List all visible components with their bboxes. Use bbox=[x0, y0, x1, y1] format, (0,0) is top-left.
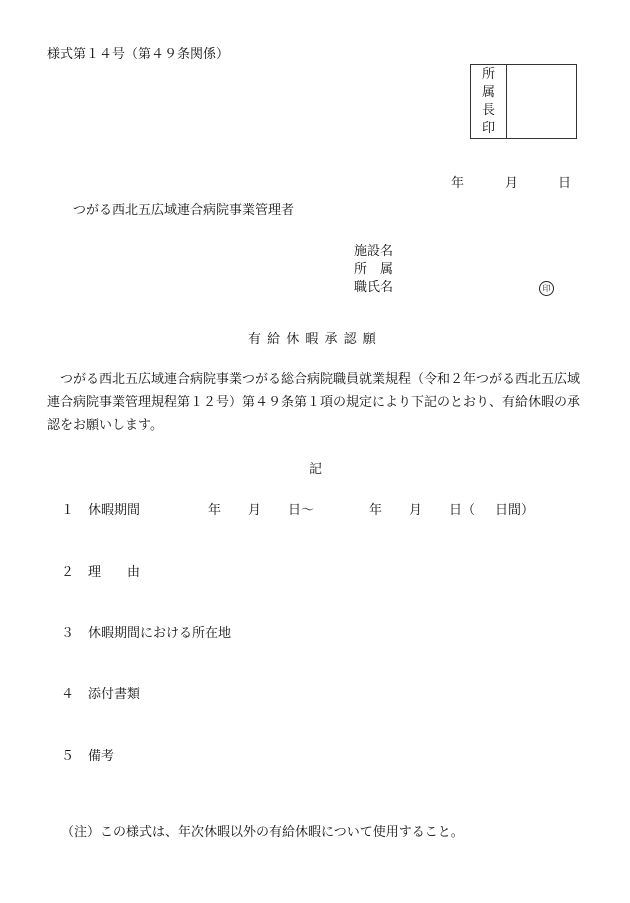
document-title: 有 給 休 暇 承 認 願 bbox=[248, 332, 377, 347]
to-day: 日（ bbox=[449, 503, 476, 518]
footnote: （注）この様式は、年次休暇以外の有給休暇について使用すること。 bbox=[61, 825, 464, 840]
item-5-number: ５ bbox=[61, 749, 75, 764]
stamp-box bbox=[470, 64, 577, 139]
item-2-label: 理 由 bbox=[88, 565, 141, 580]
date-day: 日 bbox=[558, 176, 572, 191]
stamp-divider bbox=[506, 65, 507, 138]
stamp-char-2: 属 bbox=[481, 85, 495, 100]
seal-mark bbox=[539, 281, 554, 296]
item-4-number: ４ bbox=[61, 687, 75, 702]
date-month: 月 bbox=[505, 176, 519, 191]
days-count: 日間） bbox=[495, 503, 535, 518]
stamp-char-4: 印 bbox=[481, 121, 495, 136]
body-text: つがる西北五広域連合病院事業つがる総合病院職員就業規程（令和２年つがる西北五広域連合病院事業管理規程第１２号）第４９条第１項の規定により下記のとおり、有給休暇の承認をお願いします。 bbox=[47, 372, 581, 433]
from-month: 月 bbox=[248, 503, 262, 518]
from-year: 年 bbox=[208, 503, 222, 518]
department-label: 所 属 bbox=[354, 262, 394, 277]
item-2-number: ２ bbox=[61, 565, 75, 580]
form-number: 様式第１４号（第４９条関係） bbox=[47, 47, 230, 62]
addressee: つがる西北五広域連合病院事業管理者 bbox=[73, 203, 295, 218]
stamp-label bbox=[471, 66, 506, 138]
item-1-number: １ bbox=[61, 503, 75, 518]
stamp-char-3: 長 bbox=[481, 103, 495, 118]
to-year: 年 bbox=[369, 503, 383, 518]
stamp-char-1: 所 bbox=[481, 67, 495, 82]
item-4-label: 添付書類 bbox=[88, 687, 141, 702]
item-3-number: ３ bbox=[61, 626, 75, 641]
ki-label: 記 bbox=[309, 462, 323, 477]
item-3-label: 休暇期間における所在地 bbox=[88, 626, 232, 641]
facility-label: 施設名 bbox=[354, 244, 394, 259]
item-1-label: 休暇期間 bbox=[88, 503, 141, 518]
seal-icon: 印 bbox=[539, 281, 554, 296]
name-label: 職氏名 bbox=[354, 280, 394, 295]
to-month: 月 bbox=[409, 503, 423, 518]
item-5-label: 備考 bbox=[88, 749, 115, 764]
date-year: 年 bbox=[451, 176, 465, 191]
from-day: 日～ bbox=[288, 503, 315, 518]
